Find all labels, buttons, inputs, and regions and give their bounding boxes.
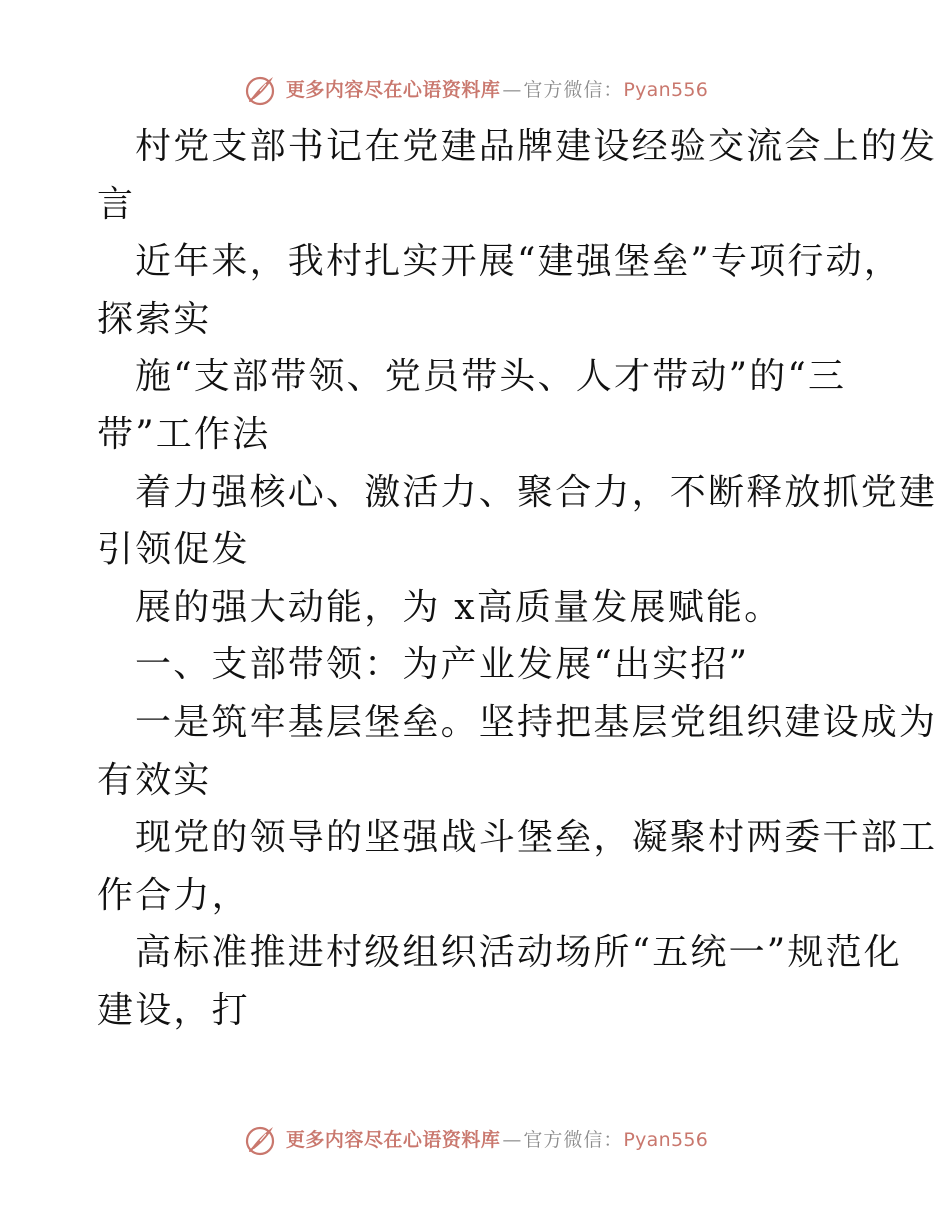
document-title-line-2: 言 [97, 183, 136, 225]
paragraph-line: 作合力， [97, 874, 250, 916]
banner-dash: — [502, 78, 522, 101]
banner-site-name: 更多内容尽在心语资料库 [285, 78, 501, 101]
banner-account-id: Pyan556 [623, 1128, 709, 1151]
banner-account-id: Pyan556 [623, 78, 709, 101]
header-banner [0, 70, 950, 110]
quill-pen-icon [242, 1122, 278, 1158]
paragraph-line: 着力强核心、激活力、聚合力，不断释放抓党建 [135, 471, 938, 513]
footer-banner [0, 1120, 950, 1160]
banner-official-label: 官方微信： [523, 78, 624, 101]
document-body [97, 118, 938, 1040]
paragraph-line: 探索实 [97, 298, 212, 340]
paragraph-line: 建设，打 [97, 989, 250, 1031]
paragraph-line: 一是筑牢基层堡垒。坚持把基层党组织建设成为 [135, 701, 938, 743]
quill-pen-icon [242, 72, 278, 108]
paragraph-line: 有效实 [97, 759, 212, 801]
paragraph-line: 现党的领导的坚强战斗堡垒，凝聚村两委干部工 [135, 817, 938, 859]
paragraph-line: 引领促发 [97, 529, 250, 571]
paragraph-line: 施“支部带领、党员带头、人才带动”的“三 [135, 356, 847, 398]
banner-site-name: 更多内容尽在心语资料库 [285, 1128, 501, 1151]
banner-dash: — [502, 1128, 522, 1151]
document-title-line-1: 村党支部书记在党建品牌建设经验交流会上的发 [135, 126, 938, 167]
section-heading: 一、支部带领：为产业发展“出实招” [135, 644, 750, 686]
paragraph-line: 展的强大动能，为 x高质量发展赋能。 [135, 586, 783, 628]
paragraph-line: 高标准推进村级组织活动场所“五统一”规范化 [135, 932, 903, 974]
paragraph-line: 带”工作法 [97, 413, 271, 455]
banner-official-label: 官方微信： [523, 1128, 624, 1151]
paragraph-line: 近年来，我村扎实开展“建强堡垒”专项行动， [135, 241, 903, 283]
